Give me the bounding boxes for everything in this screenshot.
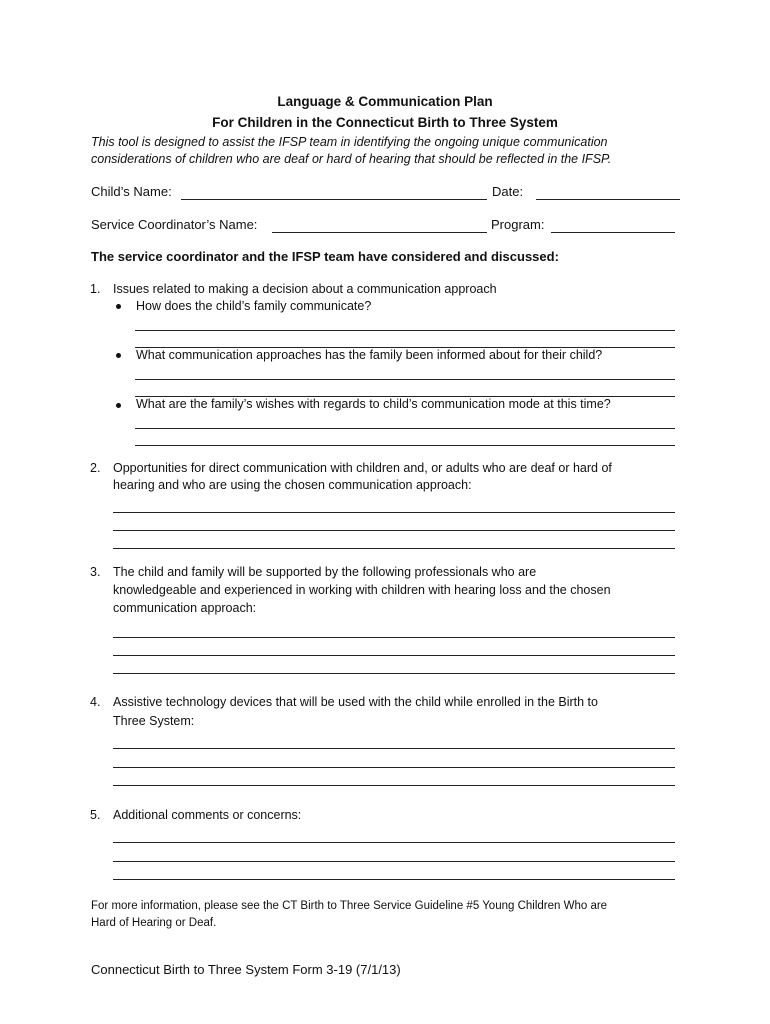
- item-text: hearing and who are using the chosen communication approach:: [113, 478, 472, 492]
- item-text: Assistive technology devices that will be used with the child while enrolled in the Birth to: [113, 695, 598, 709]
- item-text: knowledgeable and experienced in working with children with hearing loss and the chosen: [113, 583, 611, 597]
- document-subtitle: For Children in the Connecticut Birth to Three System: [212, 115, 558, 130]
- answer-line[interactable]: [113, 842, 675, 843]
- item-text: Opportunities for direct communication with children and, or adults who are deaf or hard of: [113, 461, 612, 475]
- more-info-text: Hard of Hearing or Deaf.: [91, 917, 217, 929]
- section-heading: The service coordinator and the IFSP team have considered and discussed:: [91, 249, 559, 264]
- item-number: 3.: [90, 565, 101, 579]
- answer-line[interactable]: [113, 637, 675, 638]
- answer-line[interactable]: [113, 512, 675, 513]
- answer-line[interactable]: [135, 379, 675, 380]
- service-coordinator-label: Service Coordinator’s Name:: [91, 217, 258, 232]
- childs-name-field[interactable]: [181, 199, 487, 200]
- answer-line[interactable]: [113, 548, 675, 549]
- more-info-text: For more information, please see the CT Birth to Three Service Guideline #5 Young Children Who are: [91, 900, 608, 912]
- program-label: Program:: [491, 217, 545, 232]
- bullet-question: What communication approaches has the family been informed about for their child?: [136, 348, 603, 362]
- answer-line[interactable]: [113, 655, 675, 656]
- item-number: 1.: [90, 282, 101, 296]
- answer-line[interactable]: [135, 445, 675, 446]
- item-text: Three System:: [113, 714, 195, 728]
- intro-text-line-1: This tool is designed to assist the IFSP team in identifying the ongoing unique communication: [91, 135, 608, 149]
- item-text: communication approach:: [113, 601, 257, 615]
- bullet-question: What are the family’s wishes with regards to child’s communication mode at this time?: [136, 397, 611, 411]
- item-number: 4.: [90, 695, 101, 709]
- bullet-icon: [116, 304, 121, 309]
- bullet-icon: [116, 403, 121, 408]
- item-text: Issues related to making a decision about a communication approach: [113, 282, 497, 296]
- answer-line[interactable]: [113, 879, 675, 880]
- date-label: Date:: [492, 184, 524, 199]
- answer-line[interactable]: [113, 673, 675, 674]
- childs-name-label: Child’s Name:: [91, 184, 172, 199]
- answer-line[interactable]: [113, 861, 675, 862]
- answer-line[interactable]: [113, 767, 675, 768]
- intro-text-line-2: considerations of children who are deaf or hard of hearing that should be reflected in the IFSP.: [91, 152, 612, 166]
- bullet-question: How does the child’s family communicate?: [136, 299, 372, 313]
- item-text: Additional comments or concerns:: [113, 808, 302, 822]
- answer-line[interactable]: [113, 530, 675, 531]
- item-number: 5.: [90, 808, 101, 822]
- answer-line[interactable]: [135, 330, 675, 331]
- answer-line[interactable]: [113, 785, 675, 786]
- service-coordinator-field[interactable]: [272, 232, 487, 233]
- answer-line[interactable]: [135, 428, 675, 429]
- item-text: The child and family will be supported by the following professionals who are: [113, 565, 537, 579]
- date-field[interactable]: [536, 199, 680, 200]
- answer-line[interactable]: [113, 748, 675, 749]
- item-number: 2.: [90, 461, 101, 475]
- form-identifier: Connecticut Birth to Three System Form 3-19 (7/1/13): [91, 962, 401, 977]
- program-field[interactable]: [551, 232, 675, 233]
- document-title: Language & Communication Plan: [277, 94, 493, 109]
- bullet-icon: [116, 353, 121, 358]
